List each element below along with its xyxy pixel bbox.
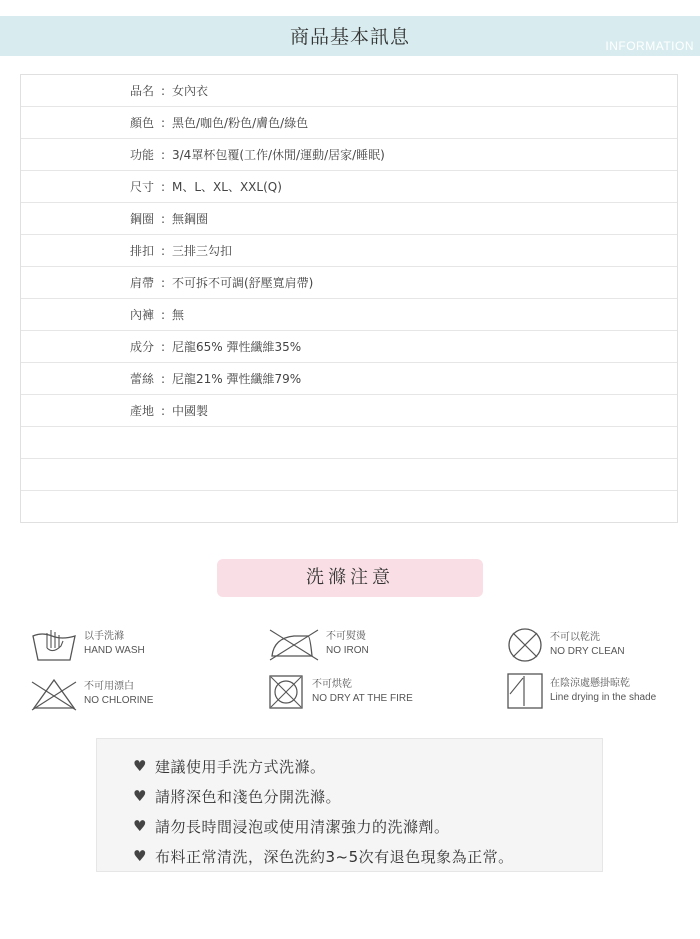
no-dry-clean-icon [506, 626, 544, 664]
care-tip [97, 811, 602, 841]
heart-icon: ♥ [133, 787, 147, 805]
care-item-no-dry-clean [506, 626, 625, 664]
care-label-en: Line drying in the shade [550, 692, 657, 703]
info-value: 黑色/咖色/粉色/膚色/綠色 [172, 116, 309, 130]
no-iron-icon [268, 626, 320, 662]
info-value: 無 [172, 308, 185, 322]
no-bleach-icon [30, 676, 78, 712]
info-row [21, 171, 677, 203]
care-tip [97, 781, 602, 811]
info-row [21, 107, 677, 139]
info-row [21, 75, 677, 107]
info-colon: : [160, 275, 166, 290]
care-item-no-bleach [30, 676, 153, 712]
info-row [21, 235, 677, 267]
care-item-no-tumble-dry [268, 674, 413, 710]
info-label: 產地 [129, 404, 154, 418]
care-tip-text: 請勿長時間浸泡或使用清潔強力的洗滌劑。 [155, 817, 450, 836]
info-row [21, 299, 677, 331]
info-value: 三排三勾扣 [172, 244, 233, 258]
product-info-table [20, 74, 678, 523]
info-label: 肩帶 [129, 276, 154, 290]
info-colon: : [160, 307, 166, 322]
care-label-zh: 以手洗滌 [84, 631, 124, 642]
info-row [21, 395, 677, 427]
care-label-en: NO DRY CLEAN [550, 646, 625, 657]
info-label: 排扣 [129, 244, 154, 258]
info-row [21, 139, 677, 171]
info-label: 品名 [129, 84, 154, 98]
info-row-empty [21, 459, 677, 491]
info-label: 功能 [129, 148, 154, 162]
care-label-zh: 在陰涼處懸掛晾乾 [550, 678, 630, 689]
info-colon: : [160, 147, 166, 162]
info-row-empty [21, 491, 677, 523]
info-value: 尼龍21% 彈性纖維79% [172, 372, 302, 386]
heart-icon: ♥ [133, 757, 147, 775]
info-value: 無鋼圈 [172, 212, 209, 226]
info-header-title: 商品基本訊息 [289, 26, 410, 48]
info-value: 女內衣 [172, 84, 209, 98]
info-label: 尺寸 [129, 180, 154, 194]
hand-wash-icon [30, 624, 78, 664]
care-item-line-dry-shade [506, 672, 656, 710]
care-label-zh: 不可用漂白 [84, 681, 134, 692]
info-row-empty [21, 427, 677, 459]
info-row [21, 203, 677, 235]
info-value: M、L、XL、XXL(Q) [172, 180, 282, 194]
info-colon: : [160, 115, 166, 130]
care-label-zh: 不可以乾洗 [550, 632, 600, 643]
info-row [21, 363, 677, 395]
care-tip [97, 841, 602, 871]
info-label: 鋼圈 [129, 212, 154, 226]
info-colon: : [160, 403, 166, 418]
info-row [21, 267, 677, 299]
line-dry-shade-icon [506, 672, 544, 710]
heart-icon: ♥ [133, 817, 147, 835]
info-row [21, 331, 677, 363]
info-label: 顏色 [129, 116, 154, 130]
info-colon: : [160, 371, 166, 386]
info-value: 3/4罩杯包覆(工作/休閒/運動/居家/睡眠) [172, 148, 385, 162]
info-colon: : [160, 179, 166, 194]
no-tumble-dry-icon [268, 674, 304, 710]
care-tip [97, 751, 602, 781]
info-value: 不可拆不可調(舒壓寬肩帶) [172, 276, 314, 290]
care-label-zh: 不可烘乾 [312, 679, 352, 690]
heart-icon: ♥ [133, 847, 147, 865]
care-label-en: NO DRY AT THE FIRE [312, 693, 413, 704]
info-label: 內褲 [129, 308, 154, 322]
care-tip-text: 建議使用手洗方式洗滌。 [155, 757, 326, 776]
info-label: 成分 [129, 340, 154, 354]
care-label-en: NO CHLORINE [84, 695, 154, 706]
care-tip-text: 請將深色和淺色分開洗滌。 [155, 787, 342, 806]
care-item-no-iron [268, 626, 369, 662]
care-item-hand-wash [30, 624, 145, 664]
care-label-zh: 不可熨燙 [326, 631, 366, 642]
care-title: 洗滌注意 [217, 559, 483, 597]
care-label-en: NO IRON [326, 645, 369, 656]
care-tips-box [96, 738, 603, 872]
info-value: 尼龍65% 彈性纖維35% [172, 340, 302, 354]
info-colon: : [160, 339, 166, 354]
info-header-subtitle: INFORMATION [605, 39, 694, 53]
care-tip-text: 布料正常清洗，深色洗約3~5次有退色現象為正常。 [155, 847, 514, 866]
info-value: 中國製 [172, 404, 209, 418]
info-colon: : [160, 211, 166, 226]
info-colon: : [160, 83, 166, 98]
care-label-en: HAND WASH [84, 645, 145, 656]
info-colon: : [160, 243, 166, 258]
info-label: 蕾絲 [129, 372, 154, 386]
